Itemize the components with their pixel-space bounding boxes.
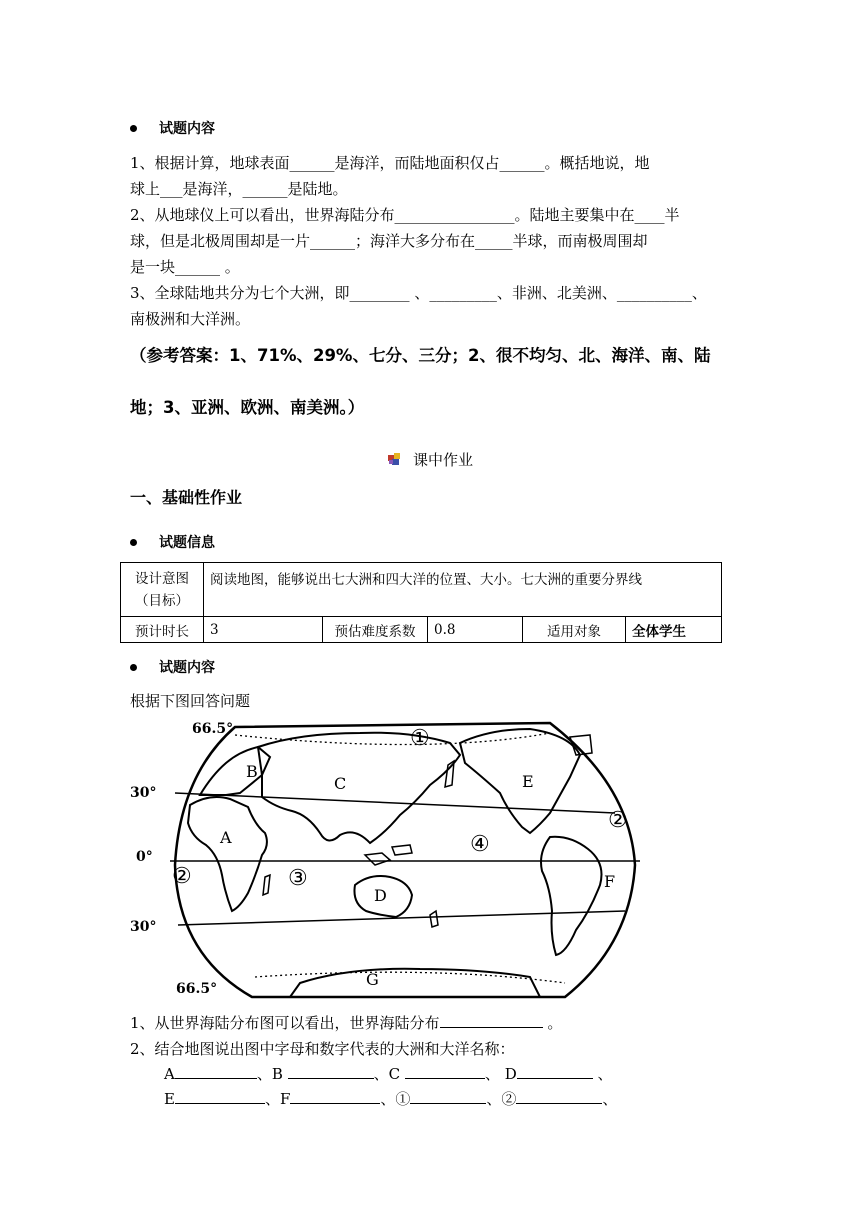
difficulty-label: 预估难度系数	[323, 617, 428, 643]
lat-label-30n: 30°	[130, 785, 157, 801]
islands-southeast-asia	[365, 845, 412, 865]
q1-end: 。	[547, 1014, 563, 1032]
blank-2[interactable]	[516, 1089, 602, 1104]
row1-label-a: A	[164, 1065, 175, 1083]
bullet-icon	[130, 539, 137, 546]
label-e: E	[522, 772, 534, 791]
continent-south-america	[541, 837, 602, 955]
bullet-title-info	[130, 532, 215, 552]
lat-label-66n: 66.5°	[192, 721, 234, 737]
bullet-label: 试题内容	[159, 121, 215, 137]
blank-d[interactable]	[517, 1064, 593, 1079]
q1-line-1: 1、根据计算，地球表面______是海洋，而陆地面积仅占______。概括地说，地	[130, 154, 650, 172]
row1-label-d: 、 D	[484, 1065, 517, 1083]
label-a: A	[220, 828, 232, 847]
design-text-cell: 阅读地图，能够说出七大洲和四大洋的位置、大小。七大洲的重要分界线	[204, 563, 722, 617]
time-value: 3	[204, 617, 323, 643]
row2-label-f: 、F	[264, 1090, 291, 1108]
bullet-label: 试题内容	[159, 660, 215, 676]
continent-north-america	[460, 729, 580, 833]
answer-row-2	[164, 1088, 617, 1109]
section-title-text: 课中作业	[412, 451, 473, 469]
row2-label-e: E	[164, 1090, 175, 1108]
target-value: 全体学生	[626, 617, 722, 643]
blank-a[interactable]	[175, 1064, 257, 1079]
arctic-circle	[235, 733, 550, 745]
blank-1[interactable]	[410, 1089, 486, 1104]
blank-c[interactable]	[405, 1064, 485, 1079]
label-c: C	[334, 774, 347, 793]
q2-line-2: 球，但是北极周围却是一片______；海洋大多分布在_____半球，而南极周围却	[130, 232, 648, 250]
label-2-west: ②	[172, 864, 192, 889]
bullet-label: 试题信息	[159, 535, 215, 551]
island-madagascar	[263, 875, 270, 895]
continent-africa	[188, 797, 267, 911]
blank-b[interactable]	[288, 1064, 374, 1079]
book-icon	[387, 452, 403, 466]
question-block-1	[130, 150, 728, 332]
row2-label-2: 、②	[486, 1090, 517, 1108]
bullet-icon	[130, 664, 137, 671]
label-1: ①	[410, 726, 430, 751]
bullet-icon	[130, 125, 137, 132]
label-4: ④	[470, 832, 490, 857]
design-label-cell	[121, 563, 204, 617]
answer-row-1	[164, 1063, 613, 1084]
q3-line-2: 南极洲和大洋洲。	[130, 310, 251, 328]
map-frame	[175, 723, 635, 997]
label-3: ③	[288, 866, 308, 891]
q1-line-2: 球上___是海洋，______是陆地。	[130, 180, 348, 198]
q3-line-1: 3、全球陆地共分为七个大洲，即________ 、_________、非洲、北美洲、__________、	[130, 284, 707, 302]
row2-sep: 、	[602, 1090, 618, 1108]
info-table	[120, 562, 722, 643]
row1-label-b: 、B	[256, 1065, 283, 1083]
target-label: 适用对象	[523, 617, 626, 643]
reference-answer	[130, 330, 730, 434]
map-question-1	[130, 1012, 562, 1033]
world-map	[130, 715, 650, 1000]
design-label-2: （目标）	[135, 592, 189, 609]
lat-label-66s: 66.5°	[176, 981, 218, 997]
design-label: 设计意图	[135, 570, 189, 587]
time-label: 预计时长	[121, 617, 204, 643]
answer-blank-1[interactable]	[440, 1013, 543, 1028]
map-question-2: 2、结合地图说出图中字母和数字代表的大洲和大洋名称：	[130, 1040, 515, 1058]
label-b: B	[246, 762, 258, 781]
label-2-east: ②	[608, 808, 628, 833]
antarctic-circle	[255, 972, 565, 983]
basic-homework-heading: 一、基础性作业	[130, 488, 243, 507]
island-new-zealand	[430, 911, 438, 927]
lat-label-0: 0°	[136, 849, 153, 865]
label-g: G	[366, 970, 379, 989]
row2-label-1: 、①	[380, 1090, 411, 1108]
q1-text: 1、从世界海陆分布图可以看出，世界海陆分布	[130, 1014, 440, 1032]
lat-label-30s: 30°	[130, 919, 157, 935]
answer-line-2: 地；3、亚洲、欧洲、南美洲。）	[130, 398, 365, 417]
q2-line-1: 2、从地球仪上可以看出，世界海陆分布________________。陆地主要集中在____半	[130, 206, 680, 224]
bullet-title-content	[130, 118, 215, 138]
blank-e[interactable]	[175, 1089, 265, 1104]
answer-line-1: （参考答案：1、71%、29%、七分、三分；2、很不均匀、北、海洋、南、陆	[130, 346, 711, 365]
label-f: F	[604, 872, 616, 891]
difficulty-value: 0.8	[428, 617, 523, 643]
q2-line-3: 是一块______ 。	[130, 258, 240, 276]
map-intro: 根据下图回答问题	[130, 692, 251, 710]
row1-label-c: 、C	[373, 1065, 401, 1083]
blank-f[interactable]	[290, 1089, 380, 1104]
row1-sep: 、	[597, 1065, 613, 1083]
label-d: D	[374, 886, 387, 905]
bullet-title-content-2	[130, 657, 215, 677]
section-title	[0, 449, 860, 470]
